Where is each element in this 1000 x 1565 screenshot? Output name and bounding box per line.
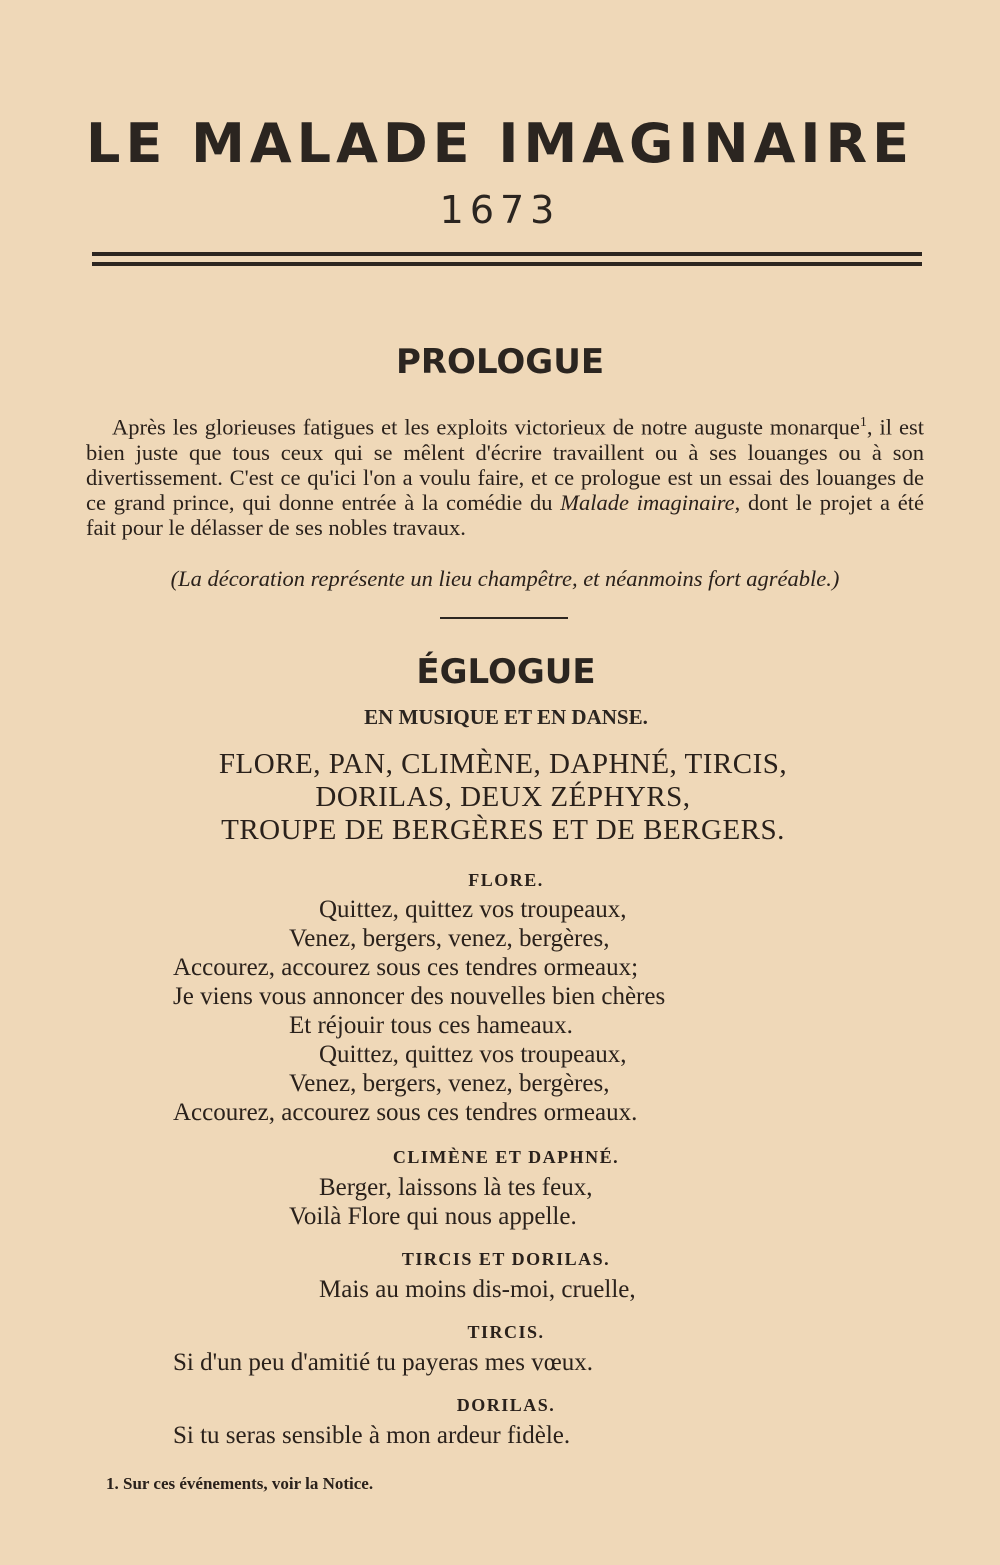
verse-line: Accourez, accourez sous ces tendres ormeaux; <box>173 954 639 981</box>
prologue-text-middle: , il est bien juste que tous ceux qui se mêlent d'écrire travaillent ou à ses louanges ou à son divertissement. C'est ce qu'ici l'on a voulu faire, et ce prologue est un essai des louanges de ce grand prince, qui donne entrée à la comédie du <box>86 414 925 516</box>
play-title: LE MALADE IMAGINAIRE <box>86 112 914 175</box>
speaker-name: CLIMÈNE ET DAPHNÉ. <box>392 1147 620 1167</box>
stage-direction: (La décoration représente un lieu champêtre, et néanmoins fort agréable.) <box>170 566 840 591</box>
prologue-text-end: , dont le projet a été fait pour le délasser de ses nobles travaux. <box>86 490 924 541</box>
verse-line: Accourez, accourez sous ces tendres ormeaux. <box>173 1099 638 1126</box>
verse-line: Quittez, quittez vos troupeaux, <box>319 1041 627 1068</box>
verse-line: Voilà Flore qui nous appelle. <box>289 1203 577 1230</box>
eglogue-heading: ÉGLOGUE <box>416 652 596 692</box>
cast-list <box>0 748 1000 847</box>
footnote: 1. Sur ces événements, voir la Notice. <box>106 1474 374 1493</box>
verse-line: Quittez, quittez vos troupeaux, <box>319 896 627 923</box>
verse-line: Berger, laissons là tes feux, <box>319 1174 593 1201</box>
cast-line: TROUPE DE BERGÈRES ET DE BERGERS. <box>221 814 785 846</box>
section-divider <box>440 617 568 619</box>
verse-line: Je viens vous annoncer des nouvelles bien chères <box>173 983 666 1010</box>
play-year: 1673 <box>439 188 561 232</box>
speaker-name: TIRCIS. <box>467 1322 545 1342</box>
double-rule-bottom <box>92 262 922 266</box>
verse-line: Venez, bergers, venez, bergères, <box>289 1070 610 1097</box>
speaker-name: DORILAS. <box>456 1395 556 1415</box>
verse-line: Mais au moins dis-moi, cruelle, <box>319 1276 636 1303</box>
verse-line: Si tu seras sensible à mon ardeur fidèle. <box>173 1422 571 1449</box>
cast-line: FLORE, PAN, CLIMÈNE, DAPHNÉ, TIRCIS, <box>218 748 788 780</box>
prologue-heading: PROLOGUE <box>395 342 605 382</box>
verse-line: Venez, bergers, venez, bergères, <box>289 925 610 952</box>
footnote-reference: 1 <box>859 415 867 430</box>
speaker-name: FLORE. <box>468 870 544 890</box>
verse-line: Si d'un peu d'amitié tu payeras mes vœux. <box>173 1349 594 1376</box>
play-title-italic: Malade imaginaire <box>560 490 735 516</box>
speaker-name: TIRCIS ET DORILAS. <box>401 1249 611 1269</box>
prologue-text <box>86 410 924 541</box>
prologue-text-start: Après les glorieuses fatigues et les exploits victorieux de notre auguste monarque <box>112 414 860 440</box>
double-rule-top <box>92 252 922 256</box>
eglogue-subtitle: EN MUSIQUE ET EN DANSE. <box>364 705 648 729</box>
cast-line: DORILAS, DEUX ZÉPHYRS, <box>315 781 691 813</box>
verse-line: Et réjouir tous ces hameaux. <box>289 1012 573 1039</box>
